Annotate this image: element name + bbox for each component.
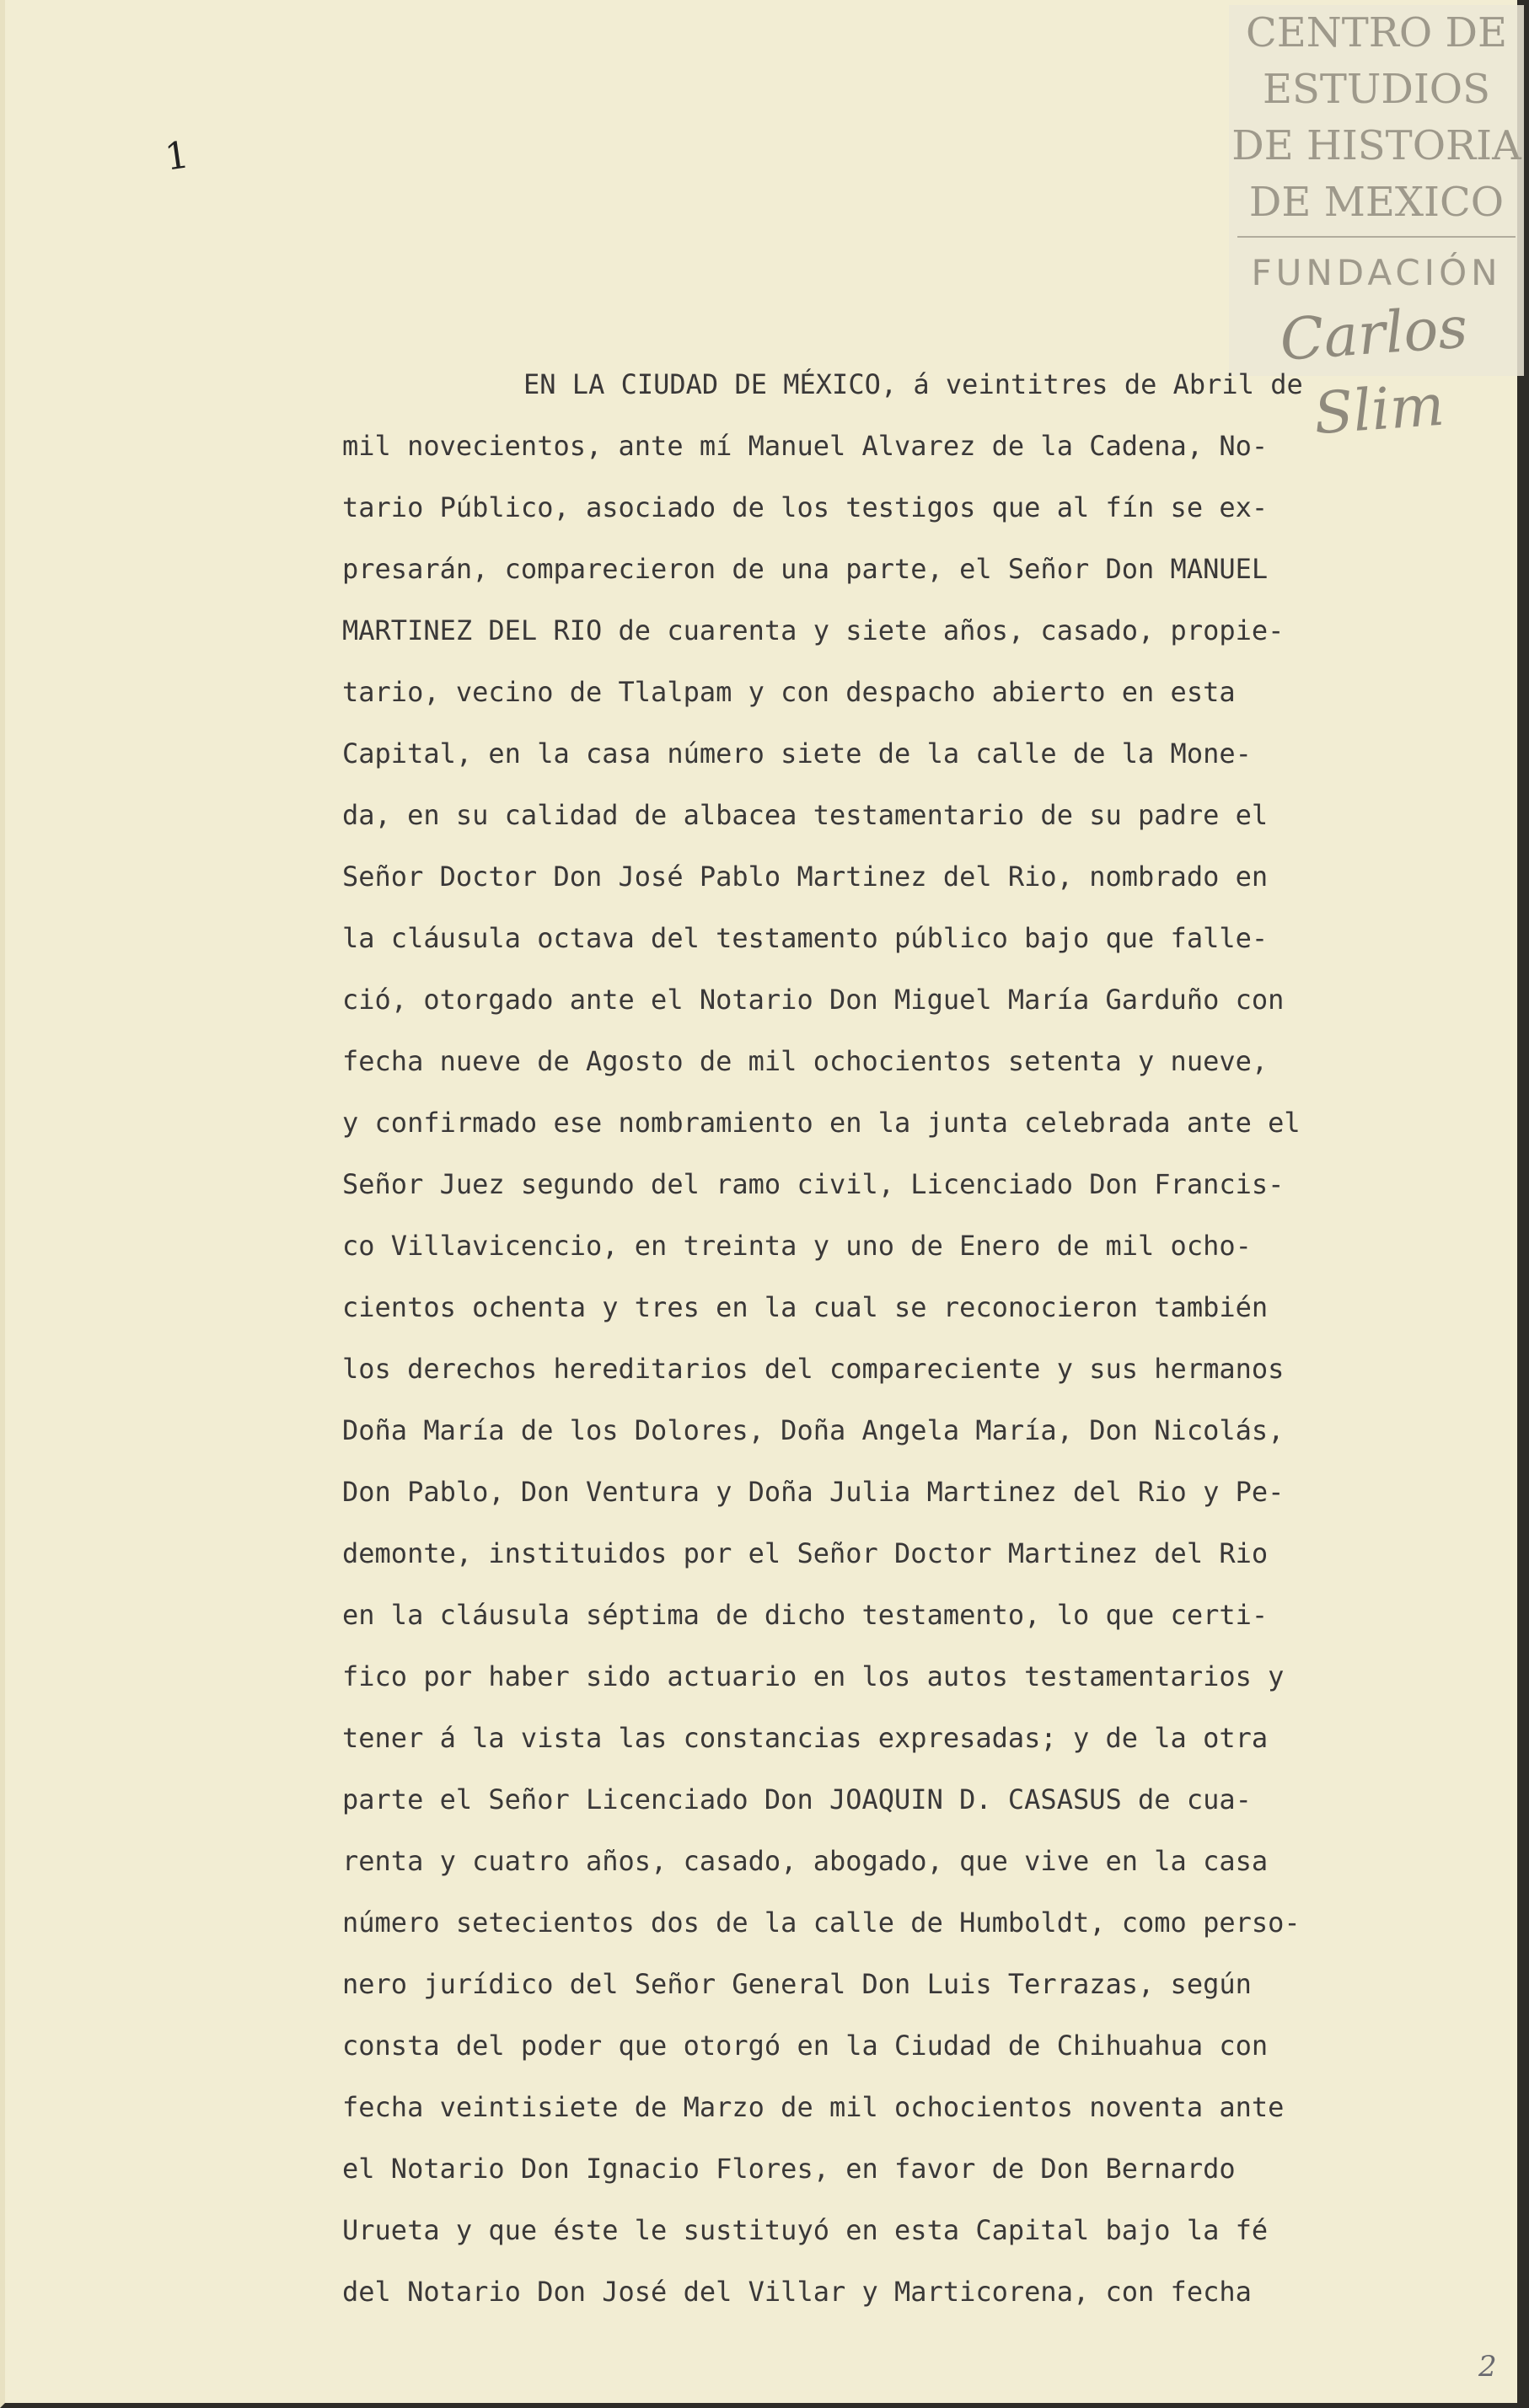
- text-line: parte el Señor Licenciado Don JOAQUIN D. CASASUS de cua-: [342, 1783, 1252, 1815]
- text-line: mil novecientos, ante mí Manuel Alvarez de la Cadena, No-: [342, 430, 1269, 462]
- watermark-fundacion: FUNDACIÓN: [1251, 252, 1502, 293]
- watermark-line: DE MEXICO: [1248, 179, 1505, 226]
- text-line: tario Público, asociado de los testigos que al fín se ex-: [342, 491, 1269, 523]
- text-line: MARTINEZ DEL RIO de cuarenta y siete años, casado, propie-: [342, 614, 1285, 646]
- text-line: Señor Doctor Don José Pablo Martinez del Rio, nombrado en: [342, 861, 1269, 893]
- text-line: y confirmado ese nombramiento en la junta celebrada ante el: [342, 1107, 1301, 1139]
- corner-mark: 1: [162, 133, 192, 180]
- text-line: Señor Juez segundo del ramo civil, Licenciado Don Francis-: [342, 1168, 1285, 1200]
- text-line: Doña María de los Dolores, Doña Angela María, Don Nicolás,: [342, 1414, 1285, 1446]
- text-line: Don Pablo, Don Ventura y Doña Julia Martinez del Rio y Pe-: [342, 1476, 1285, 1508]
- text-line: fico por haber sido actuario en los autos testamentarios y: [342, 1660, 1285, 1692]
- text-line: co Villavicencio, en treinta y uno de Enero de mil ocho-: [342, 1230, 1252, 1262]
- text-line: la cláusula octava del testamento público bajo que falle-: [342, 922, 1269, 954]
- archive-watermark: [1229, 5, 1524, 448]
- text-line: ció, otorgado ante el Notario Don Miguel María Garduño con: [342, 984, 1285, 1016]
- text-line: nero jurídico del Señor General Don Luis Terrazas, según: [342, 1968, 1252, 2000]
- text-line: tario, vecino de Tlalpam y con despacho abierto en esta: [342, 676, 1236, 708]
- text-line: los derechos hereditarios del compareciente y sus hermanos: [342, 1353, 1285, 1385]
- watermark-divider: [1237, 236, 1516, 238]
- typed-document-body: [342, 354, 1438, 2323]
- watermark-signature: Carlos Slim: [1277, 294, 1470, 448]
- text-line: fecha veintisiete de Marzo de mil ochocientos noventa ante: [342, 2091, 1285, 2123]
- text-line: consta del poder que otorgó en la Ciudad de Chihuahua con: [342, 2030, 1269, 2062]
- text-line: da, en su calidad de albacea testamentario de su padre el: [342, 799, 1269, 831]
- text-line: el Notario Don Ignacio Flores, en favor de Don Bernardo: [342, 2153, 1236, 2185]
- text-line: Capital, en la casa número siete de la calle de la Mone-: [342, 737, 1252, 770]
- text-line: presarán, comparecieron de una parte, el Señor Don MANUEL: [342, 553, 1269, 585]
- text-line: renta y cuatro años, casado, abogado, que vive en la casa: [342, 1845, 1269, 1877]
- text-line: fecha nueve de Agosto de mil ochocientos setenta y nueve,: [342, 1045, 1269, 1077]
- text-line: tener á la vista las constancias expresadas; y de la otra: [342, 1722, 1269, 1754]
- text-line: cientos ochenta y tres en la cual se reconocieron también: [342, 1291, 1269, 1323]
- text-line: demonte, instituidos por el Señor Doctor Martinez del Rio: [342, 1537, 1269, 1569]
- text-line: del Notario Don José del Villar y Marticorena, con fecha: [342, 2276, 1252, 2308]
- text-line: Urueta y que éste le sustituyó en esta Capital bajo la fé: [342, 2214, 1269, 2246]
- text-line: en la cláusula séptima de dicho testamento, lo que certi-: [342, 1599, 1269, 1631]
- watermark-line: ESTUDIOS: [1262, 66, 1491, 113]
- text-line: número setecientos dos de la calle de Humboldt, como perso-: [342, 1907, 1301, 1939]
- watermark-line: CENTRO DE: [1245, 9, 1508, 56]
- page-number: 2: [1478, 2350, 1497, 2384]
- watermark-line: DE HISTORIA: [1231, 122, 1521, 169]
- text-line: EN LA CIUDAD DE MÉXICO, á veintitres de Abril de: [523, 368, 1303, 400]
